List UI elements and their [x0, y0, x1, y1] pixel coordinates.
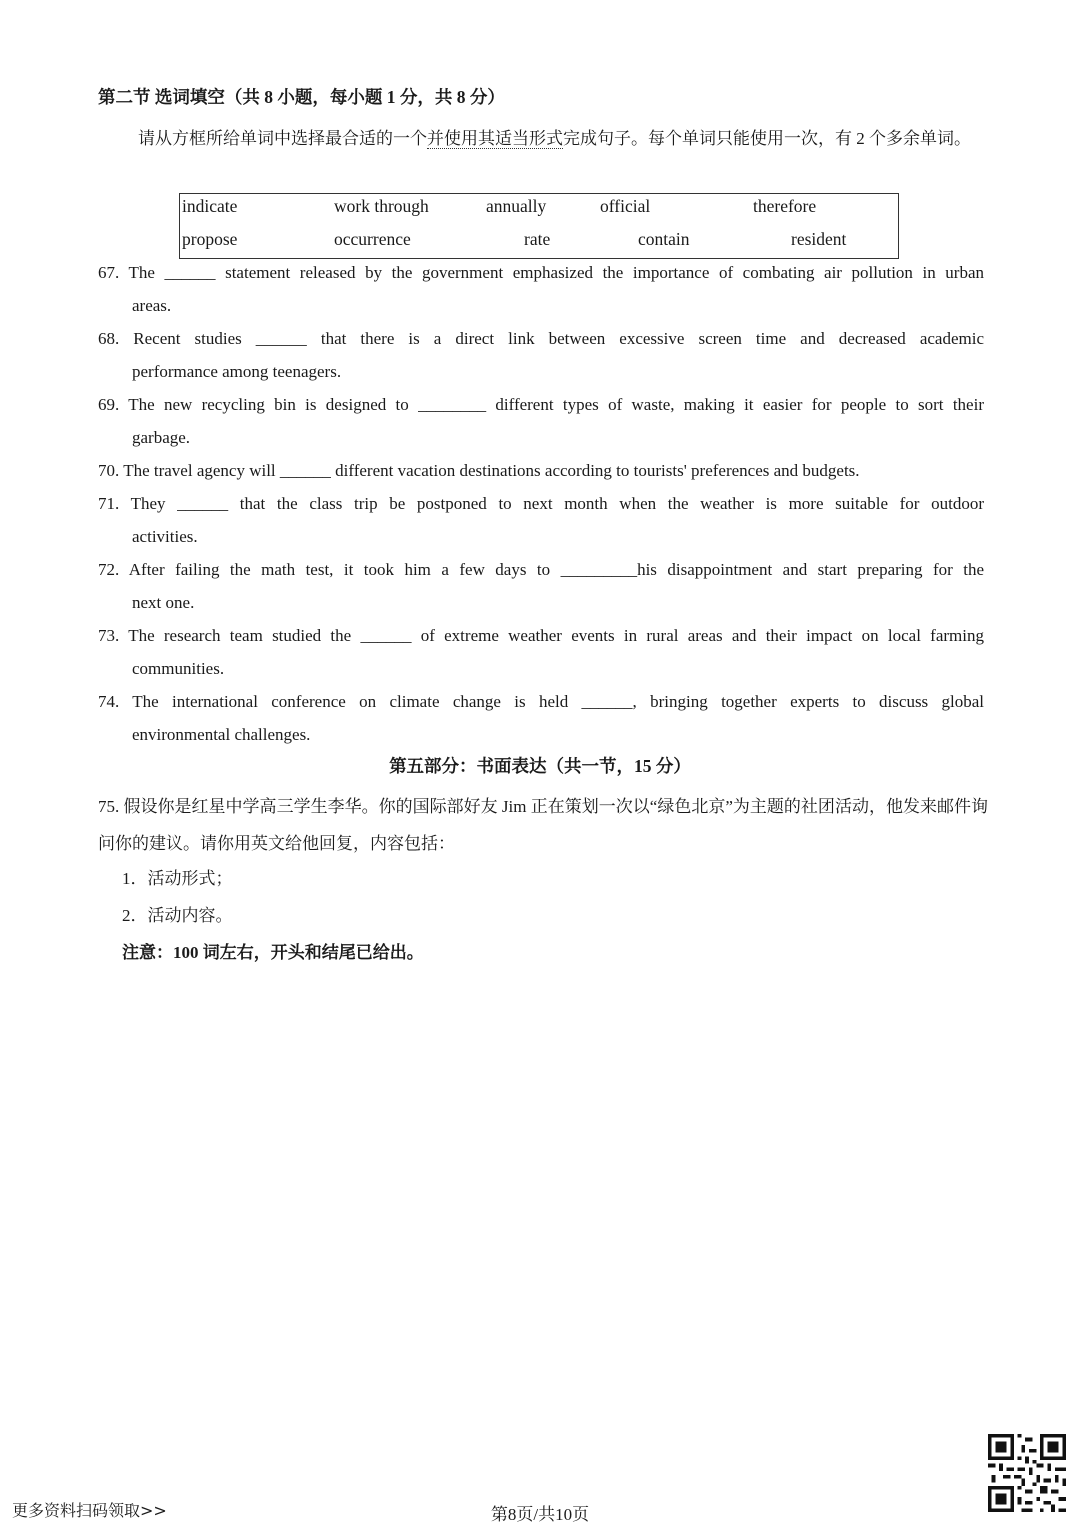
word-box-item: indicate — [182, 196, 238, 216]
writing-item: 1．活动形式； — [122, 869, 233, 888]
word-box-item: annually — [486, 196, 547, 216]
word-box — [179, 193, 899, 259]
question-68: 68. Recent studies ______ that there is a direct link between excessive screen time and decreased academic performance among teenagers. — [98, 329, 984, 381]
question-67: 67. The ______ statement released by the government emphasized the importance of combating air pollution in urban areas. — [98, 263, 984, 315]
instruction-text — [98, 120, 984, 157]
page-number: 第8页/共10页 — [490, 1505, 590, 1524]
writing-item: 2．活动内容。 — [122, 906, 233, 925]
word-box-item: rate — [524, 229, 551, 249]
instruction-part2: 完成句子。每个单词只能使用一次，有 2 个多余单词。 — [563, 129, 971, 148]
writing-prompt: 75. 假设你是红星中学高三学生李华。你的国际部好友 Jim 正在策划一次以“绿色北京”为主题的社团活动，他发来邮件询问你的建议。请你用英文给他回复，内容包括： — [98, 797, 988, 853]
footer-more-resources: 更多资料扫码领取>> — [12, 1501, 167, 1520]
word-box-item: occurrence — [334, 229, 411, 249]
question-71: 71. They ______ that the class trip be postponed to next month when the weather is more suitable for outdoor activities. — [98, 494, 984, 546]
instruction-underlined: 并使用其适当形式 — [427, 129, 563, 148]
instruction-part1: 请从方框所给单词中选择最合适的一个 — [138, 129, 427, 148]
writing-note: 注意：100 词左右，开头和结尾已给出。 — [122, 943, 424, 962]
question-73: 73. The research team studied the ______ of extreme weather events in rural areas and their impact on local farming communities. — [98, 626, 984, 678]
part-title: 第五部分：书面表达（共一节，15 分） — [389, 756, 691, 776]
question-70: 70. The travel agency will ______ different vacation destinations according to tourists' preferences and budgets. — [98, 461, 860, 480]
question-72: 72. After failing the math test, it took him a few days to _________his disappointment and start preparing for the next one. — [98, 560, 984, 612]
word-box-item: propose — [182, 229, 238, 249]
word-box-item: therefore — [753, 196, 817, 216]
word-box-item: contain — [638, 229, 690, 249]
word-box-item: resident — [791, 229, 847, 249]
word-box-item: work through — [334, 196, 429, 216]
word-box-item: official — [600, 196, 651, 216]
question-69: 69. The new recycling bin is designed to ________ different types of waste, making it easier for people to sort their garbage. — [98, 395, 984, 447]
question-74: 74. The international conference on climate change is held ______, bringing together experts to discuss global environmental challenges. — [98, 692, 984, 744]
section-title: 第二节 选词填空（共 8 小题，每小题 1 分，共 8 分） — [98, 87, 505, 107]
